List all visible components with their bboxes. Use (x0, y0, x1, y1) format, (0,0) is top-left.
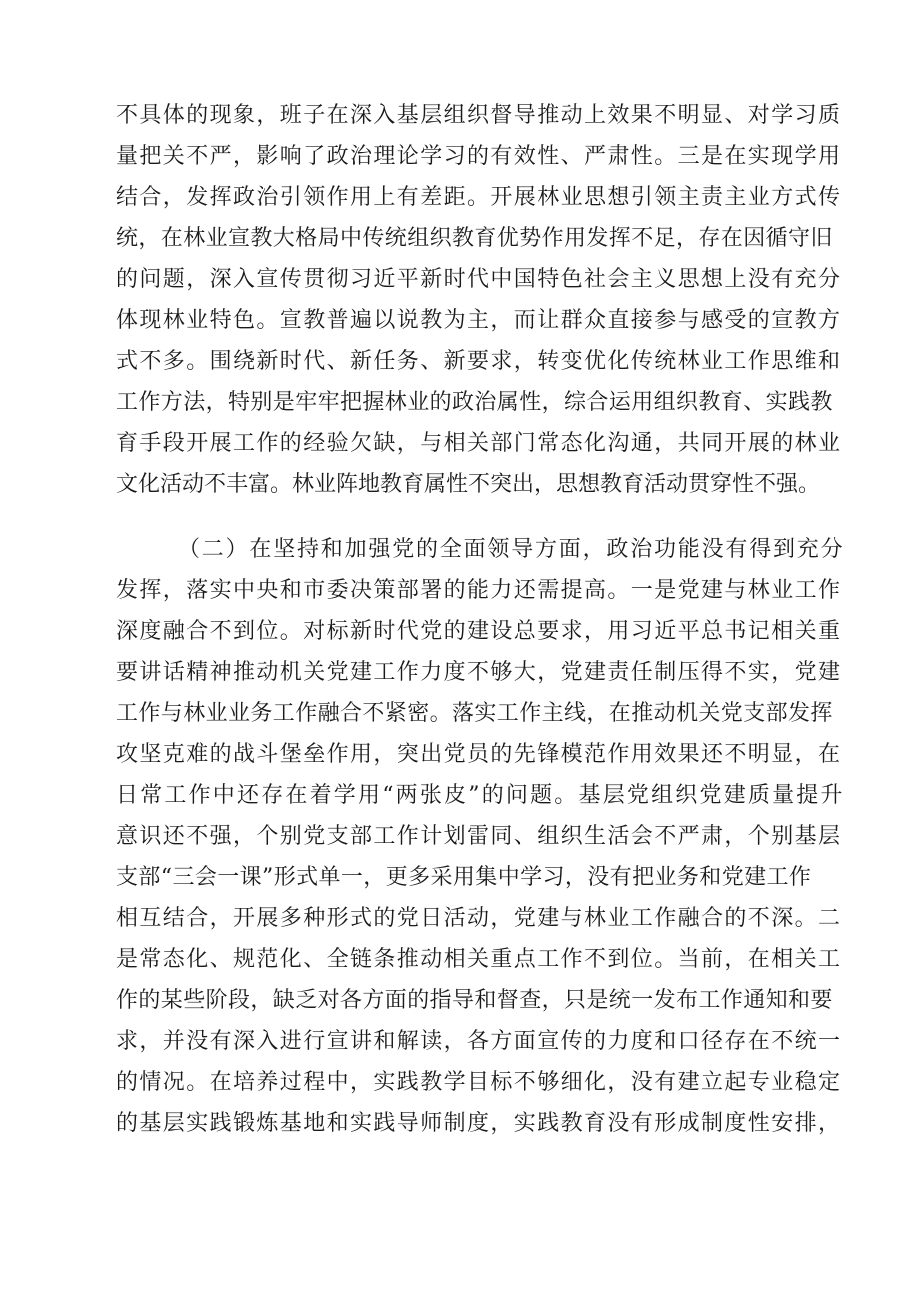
text-line: 求，并没有深入进行宣讲和解读，各方面宣传的力度和口径存在不统一 (116, 1029, 842, 1054)
text-line: 不具体的现象，班子在深入基层组织督导推动上效果不明显、对学习质 (116, 103, 842, 128)
text-line: 工作与林业业务工作融合不紧密。落实工作主线，在推动机关党支部发挥 (116, 701, 833, 726)
text-line: 意识还不强，个别党支部工作计划雷同、组织生活会不严肃，个别基层 (116, 824, 842, 849)
text-line: 攻坚克难的战斗堡垒作用，突出党员的先锋模范作用效果还不明显，在 (116, 742, 842, 767)
text-line: 的情况。在培养过程中，实践教学目标不够细化，没有建立起专业稳定 (116, 1070, 842, 1095)
text-line: 的问题，深入宣传贯彻习近平新时代中国特色社会主义思想上没有充分 (116, 267, 842, 292)
text-line: 相互结合，开展多种形式的党日活动，党建与林业工作融合的不深。二 (116, 906, 842, 931)
text-line: 量把关不严，影响了政治理论学习的有效性、严肃性。三是在实现学用 (116, 144, 842, 169)
text-line: 育手段开展工作的经验欠缺，与相关部门常态化沟通，共同开展的林业 (116, 431, 842, 456)
text-line: 支部“三会一课”形式单一，更多采用集中学习，没有把业务和党建工作 (116, 865, 812, 890)
section-heading-line: （二）在坚持和加强党的全面领导方面，政治功能没有得到充分 (178, 537, 845, 562)
text-line: 日常工作中还存在着学用“两张皮”的问题。基层党组织党建质量提升 (116, 783, 845, 808)
text-line: 要讲话精神推动机关党建工作力度不够大，党建责任制压得不实，党建 (116, 660, 842, 685)
text-line: 发挥，落实中央和市委决策部署的能力还需提高。一是党建与林业工作 (116, 578, 842, 603)
text-line: 体现林业特色。宣教普遍以说教为主，而让群众直接参与感受的宣教方 (116, 308, 842, 333)
text-line: 工作方法，特别是牢牢把握林业的政治属性，综合运用组织教育、实践教 (116, 390, 833, 415)
text-line: 统，在林业宣教大格局中传统组织教育优势作用发挥不足，存在因循守旧 (116, 226, 833, 251)
text-line: 是常态化、规范化、全链条推动相关重点工作不到位。当前，在相关工 (116, 947, 842, 972)
text-line: 文化活动不丰富。林业阵地教育属性不突出，思想教育活动贯穿性不强。 (116, 472, 821, 497)
text-line: 结合，发挥政治引领作用上有差距。开展林业思想引领主责主业方式传 (116, 185, 842, 210)
text-line: 的基层实践锻炼基地和实践导师制度，实践教育没有形成制度性安排， (116, 1111, 842, 1136)
text-line: 深度融合不到位。对标新时代党的建设总要求，用习近平总书记相关重 (116, 619, 842, 644)
text-line: 式不多。围绕新时代、新任务、新要求，转变优化传统林业工作思维和 (116, 349, 842, 374)
text-line: 作的某些阶段，缺乏对各方面的指导和督查，只是统一发布工作通知和要 (116, 988, 833, 1013)
